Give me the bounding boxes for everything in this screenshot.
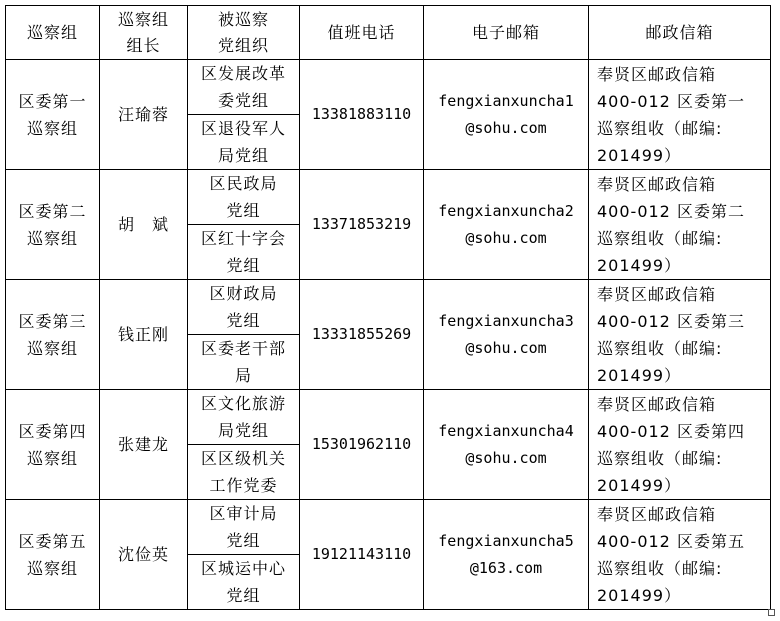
mailbox-line2: 400-012 区委第一	[597, 91, 745, 111]
leader-name: 汪瑜蓉	[117, 105, 169, 124]
group-cell	[6, 500, 100, 610]
organization-line2: 局党组	[217, 146, 269, 165]
leader-cell	[100, 170, 188, 280]
organization-cell-primary	[188, 60, 300, 115]
header-mailbox	[589, 6, 771, 60]
mailbox-line2: 400-012 区委第四	[597, 421, 745, 441]
phone-number: 19121143110	[311, 545, 412, 563]
table-row	[6, 390, 771, 445]
organization-line1: 区红十字会	[200, 229, 286, 248]
mailbox-line4: 201499）	[597, 585, 682, 605]
header-group-label: 巡察组	[26, 22, 78, 42]
organization-line2: 党组	[226, 311, 261, 330]
leader-cell	[100, 390, 188, 500]
phone-number: 13331855269	[311, 325, 412, 343]
header-leader	[100, 6, 188, 60]
header-phone	[300, 6, 424, 60]
organization-line1: 区区级机关	[200, 449, 286, 468]
group-cell	[6, 280, 100, 390]
header-leader-line1: 巡察组	[117, 9, 169, 29]
header-group	[6, 6, 100, 60]
organization-line2: 党组	[226, 586, 261, 605]
mailbox-line2: 400-012 区委第二	[597, 201, 745, 221]
organization-line1: 区文化旅游	[200, 394, 286, 413]
organization-line1: 区发展改革	[200, 64, 286, 83]
email-line2: @sohu.com	[465, 448, 547, 467]
header-organization	[188, 6, 300, 60]
leader-name: 胡 斌	[117, 215, 169, 234]
email-line2: @sohu.com	[465, 118, 547, 137]
table-row	[6, 60, 771, 115]
email-line2: @sohu.com	[465, 338, 547, 357]
email-cell	[424, 390, 589, 500]
organization-line1: 区城运中心	[200, 559, 286, 578]
email-line2: @163.com	[469, 558, 543, 577]
phone-number: 13381883110	[311, 105, 412, 123]
mailbox-line4: 201499）	[597, 255, 682, 275]
organization-line1: 区委老干部	[200, 339, 286, 358]
mailbox-line1: 奉贤区邮政信箱	[597, 64, 717, 84]
organization-line2: 党组	[226, 531, 261, 550]
leader-name: 张建龙	[117, 435, 169, 454]
mailbox-line3: 巡察组收（邮编:	[597, 228, 723, 248]
mailbox-line1: 奉贤区邮政信箱	[597, 174, 717, 194]
organization-cell-secondary	[188, 115, 300, 170]
phone-cell	[300, 60, 424, 170]
email-cell	[424, 500, 589, 610]
phone-number: 15301962110	[311, 435, 412, 453]
mailbox-line1: 奉贤区邮政信箱	[597, 284, 717, 304]
mailbox-line3: 巡察组收（邮编:	[597, 338, 723, 358]
organization-line2: 工作党委	[209, 476, 278, 495]
header-mailbox-label: 邮政信箱	[645, 22, 714, 42]
mailbox-line4: 201499）	[597, 365, 682, 385]
mailbox-line1: 奉贤区邮政信箱	[597, 504, 717, 524]
group-name-line2: 巡察组	[26, 448, 78, 468]
organization-cell-primary	[188, 170, 300, 225]
organization-cell-primary	[188, 280, 300, 335]
mailbox-line2: 400-012 区委第三	[597, 311, 745, 331]
table-end-marker	[768, 609, 775, 616]
header-organization-line2: 党组织	[217, 35, 269, 55]
header-leader-line2: 组长	[126, 35, 161, 55]
mailbox-cell	[589, 170, 771, 280]
group-name-line1: 区委第二	[18, 201, 87, 221]
leader-name: 沈俭英	[117, 545, 169, 564]
group-cell	[6, 170, 100, 280]
mailbox-line3: 巡察组收（邮编:	[597, 448, 723, 468]
email-cell	[424, 280, 589, 390]
email-line1: fengxianxuncha4	[438, 421, 574, 440]
organization-cell-secondary	[188, 225, 300, 280]
mailbox-line4: 201499）	[597, 475, 682, 495]
organization-line1: 区审计局	[209, 504, 278, 523]
organization-line2: 局	[234, 366, 252, 385]
phone-number: 13371853219	[311, 215, 412, 233]
mailbox-cell	[589, 280, 771, 390]
mailbox-line3: 巡察组收（邮编:	[597, 558, 723, 578]
header-row	[6, 6, 771, 60]
leader-cell	[100, 280, 188, 390]
organization-line2: 局党组	[217, 421, 269, 440]
table-wrapper	[5, 5, 771, 610]
organization-line1: 区退役军人	[200, 119, 286, 138]
header-phone-label: 值班电话	[327, 22, 396, 42]
group-name-line2: 巡察组	[26, 558, 78, 578]
header-organization-line1: 被巡察	[217, 9, 269, 29]
header-email-label: 电子邮箱	[471, 22, 540, 42]
table-row	[6, 170, 771, 225]
group-name-line1: 区委第一	[18, 91, 87, 111]
mailbox-cell	[589, 500, 771, 610]
phone-cell	[300, 170, 424, 280]
organization-cell-secondary	[188, 335, 300, 390]
email-line1: fengxianxuncha2	[438, 201, 574, 220]
header-email	[424, 6, 589, 60]
organization-cell-primary	[188, 500, 300, 555]
phone-cell	[300, 390, 424, 500]
email-cell	[424, 170, 589, 280]
mailbox-line2: 400-012 区委第五	[597, 531, 745, 551]
organization-line2: 委党组	[217, 91, 269, 110]
email-line1: fengxianxuncha5	[438, 531, 574, 550]
group-name-line1: 区委第四	[18, 421, 87, 441]
organization-cell-secondary	[188, 555, 300, 610]
mailbox-line1: 奉贤区邮政信箱	[597, 394, 717, 414]
mailbox-cell	[589, 60, 771, 170]
leader-name: 钱正刚	[117, 325, 169, 344]
group-name-line1: 区委第三	[18, 311, 87, 331]
group-name-line1: 区委第五	[18, 531, 87, 551]
group-name-line2: 巡察组	[26, 338, 78, 358]
mailbox-cell	[589, 390, 771, 500]
email-line2: @sohu.com	[465, 228, 547, 247]
leader-cell	[100, 60, 188, 170]
organization-line2: 党组	[226, 256, 261, 275]
organization-cell-primary	[188, 390, 300, 445]
group-name-line2: 巡察组	[26, 118, 78, 138]
group-name-line2: 巡察组	[26, 228, 78, 248]
group-cell	[6, 60, 100, 170]
phone-cell	[300, 280, 424, 390]
table-row	[6, 500, 771, 555]
email-cell	[424, 60, 589, 170]
organization-line2: 党组	[226, 201, 261, 220]
mailbox-line3: 巡察组收（邮编:	[597, 118, 723, 138]
mailbox-line4: 201499）	[597, 145, 682, 165]
email-line1: fengxianxuncha3	[438, 311, 574, 330]
table-row	[6, 280, 771, 335]
phone-cell	[300, 500, 424, 610]
organization-line1: 区民政局	[209, 174, 278, 193]
group-cell	[6, 390, 100, 500]
organization-line1: 区财政局	[209, 284, 278, 303]
leader-cell	[100, 500, 188, 610]
inspection-groups-table	[5, 5, 771, 610]
organization-cell-secondary	[188, 445, 300, 500]
email-line1: fengxianxuncha1	[438, 91, 574, 110]
